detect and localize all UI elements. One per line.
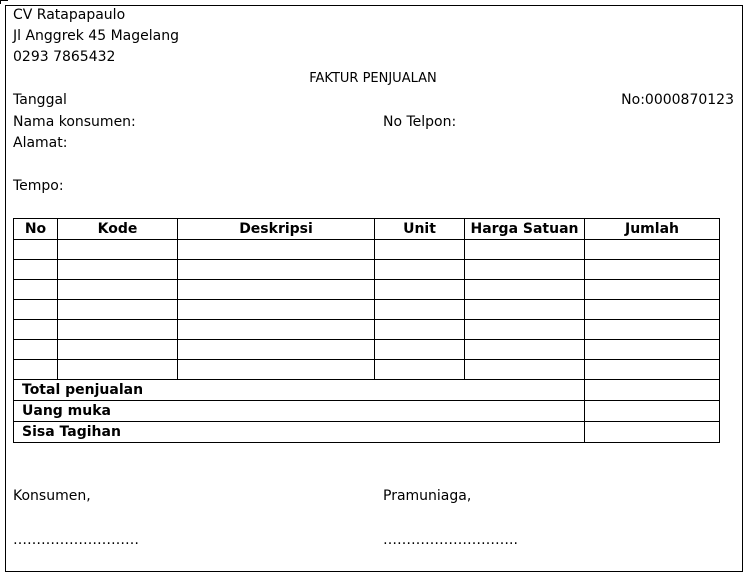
customer-address-label: Alamat: — [13, 135, 68, 151]
company-phone: 0293 7865432 — [13, 49, 116, 65]
customer-name-label: Nama konsumen: — [13, 114, 136, 130]
table-row — [14, 360, 720, 380]
invoice-number — [621, 91, 734, 109]
date-label: Tanggal — [13, 92, 67, 108]
down-payment-row — [14, 401, 720, 422]
payment-term-label: Tempo: — [13, 178, 64, 194]
header-amount: Jumlah — [585, 219, 720, 240]
table-row — [14, 260, 720, 280]
salesperson-signature-line: ……………………….. — [383, 532, 518, 548]
remaining-bill-row — [14, 422, 720, 443]
header-code: Kode — [58, 219, 178, 240]
total-sales-row — [14, 380, 720, 401]
header-no: No — [14, 219, 58, 240]
salesperson-signature-label: Pramuniaga, — [383, 488, 472, 504]
remaining-bill-label: Sisa Tagihan — [14, 422, 585, 443]
table-header-row — [14, 219, 720, 240]
header-unit: Unit — [375, 219, 465, 240]
header-unit-price: Harga Satuan — [465, 219, 585, 240]
header-description: Deskripsi — [178, 219, 375, 240]
page-corner-mark — [0, 0, 8, 4]
total-sales-label: Total penjualan — [14, 380, 585, 401]
table-row — [14, 320, 720, 340]
customer-signature-label: Konsumen, — [13, 488, 91, 504]
invoice-items-table — [13, 218, 720, 443]
customer-phone-label: No Telpon: — [383, 114, 457, 130]
company-name: CV Ratapapaulo — [13, 7, 126, 23]
company-address: Jl Anggrek 45 Magelang — [13, 28, 179, 44]
table-row — [14, 340, 720, 360]
table-row — [14, 300, 720, 320]
down-payment-label: Uang muka — [14, 401, 585, 422]
table-row — [14, 240, 720, 260]
invoice-title: FAKTUR PENJUALAN — [309, 71, 437, 86]
customer-signature-line: ……………………… — [13, 532, 139, 548]
invoice-number-value: 0000870123 — [644, 92, 734, 108]
invoice-number-label: No: — [621, 92, 645, 108]
table-row — [14, 280, 720, 300]
